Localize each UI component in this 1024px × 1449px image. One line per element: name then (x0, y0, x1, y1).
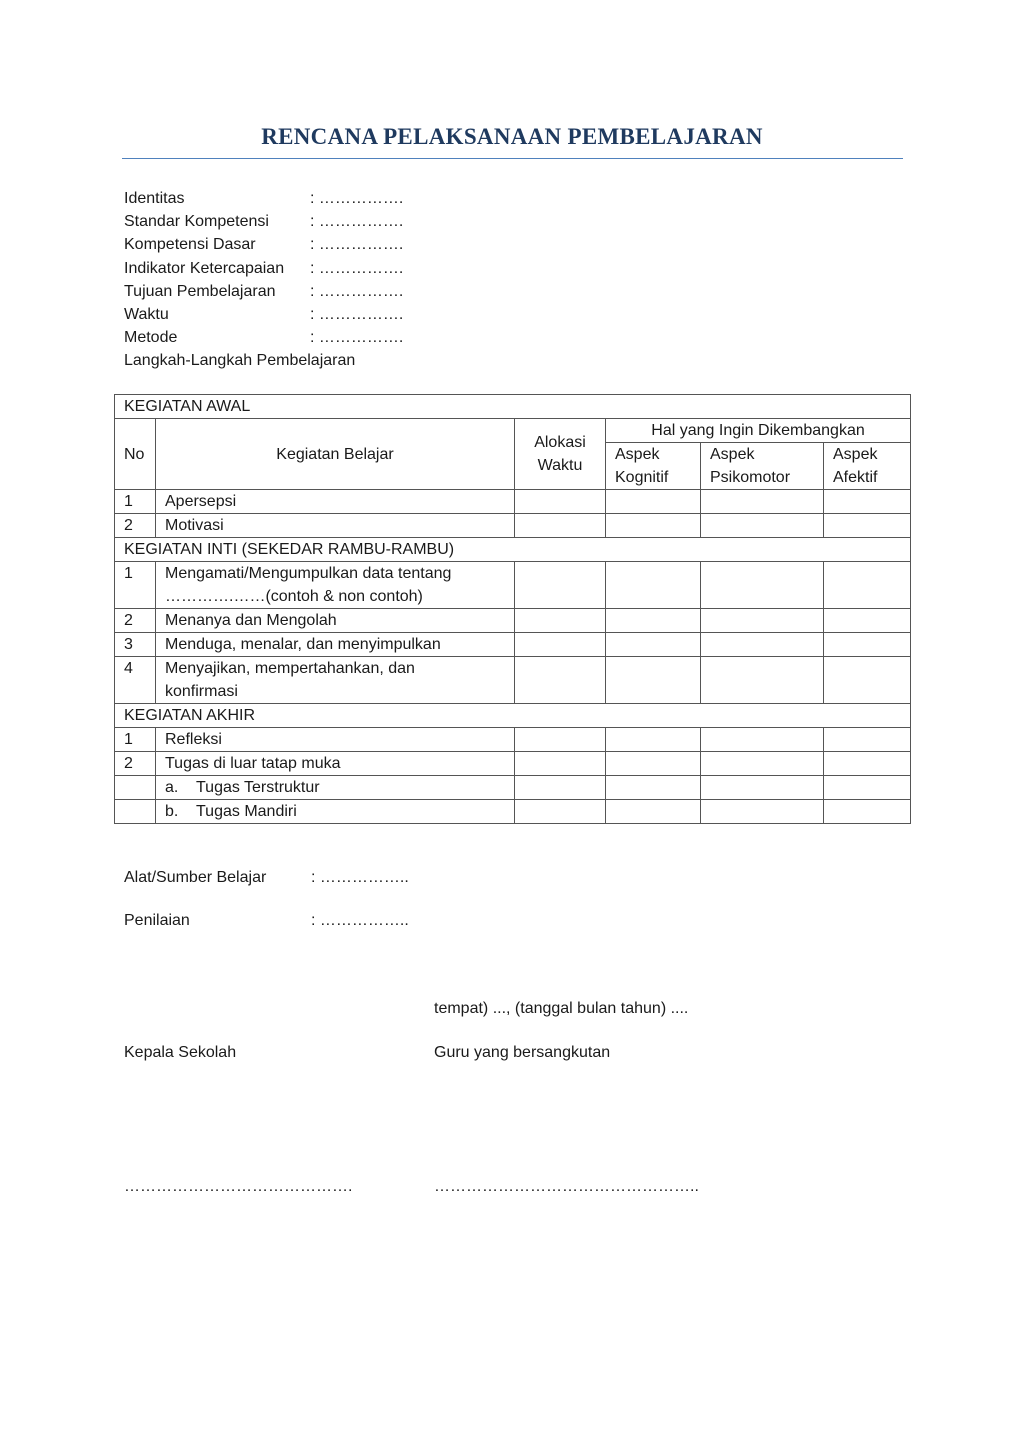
identity-label: Standar Kompetensi (124, 213, 269, 231)
row-no: 1 (115, 490, 156, 514)
row-activity-line2: ………….……(contoh & non contoh) (165, 588, 423, 605)
header-allocation-line2: Waktu (537, 457, 583, 474)
empty-cell (824, 490, 911, 514)
empty-cell (701, 800, 824, 824)
row-activity (156, 657, 515, 704)
identity-label: Kompetensi Dasar (124, 236, 256, 254)
empty-cell (824, 752, 911, 776)
row-activity: Refleksi (156, 728, 515, 752)
row-no: 1 (115, 562, 156, 609)
table-row (115, 633, 911, 657)
sub-marker: a. (165, 779, 179, 796)
empty-cell (515, 609, 606, 633)
empty-cell (515, 562, 606, 609)
tools-line (124, 869, 409, 887)
header-develop: Hal yang Ingin Dikembangkan (606, 419, 911, 443)
section-label: KEGIATAN INTI (SEKEDAR RAMBU-RAMBU) (115, 538, 911, 562)
header-allocation (515, 419, 606, 490)
header-cognitive-line1: Aspek (615, 446, 660, 463)
empty-cell (515, 514, 606, 538)
empty-cell (824, 800, 911, 824)
empty-cell (606, 562, 701, 609)
identity-row (124, 187, 403, 210)
row-activity (156, 562, 515, 609)
section-row-akhir (115, 704, 911, 728)
empty-cell (606, 514, 701, 538)
identity-row (124, 280, 403, 303)
identity-value: : ……………. (310, 236, 404, 254)
header-cognitive-line2: Kognitif (615, 469, 669, 486)
empty-cell (515, 776, 606, 800)
table-row (115, 752, 911, 776)
row-activity: Motivasi (156, 514, 515, 538)
identity-row (124, 326, 403, 349)
empty-cell (515, 490, 606, 514)
identity-value: : ……………. (310, 282, 404, 300)
row-activity: Menanya dan Mengolah (156, 609, 515, 633)
empty-cell (115, 776, 156, 800)
row-activity: Menduga, menalar, dan menyimpulkan (156, 633, 515, 657)
empty-cell (701, 728, 824, 752)
empty-cell (701, 490, 824, 514)
row-no: 3 (115, 633, 156, 657)
title-underline (122, 158, 903, 159)
header-row (115, 419, 911, 443)
identity-row (124, 210, 403, 233)
section-label: KEGIATAN AWAL (115, 395, 911, 419)
header-affective-line2: Afektif (833, 469, 878, 486)
empty-cell (115, 800, 156, 824)
identity-value: : ……………. (310, 329, 404, 347)
row-activity-sub (156, 800, 515, 824)
identity-block (124, 187, 403, 373)
empty-cell (701, 514, 824, 538)
header-affective (824, 443, 911, 490)
identity-row (124, 303, 403, 326)
learning-activities-table (114, 394, 911, 824)
empty-cell (701, 562, 824, 609)
row-activity-line1: Menyajikan, mempertahankan, dan (165, 660, 415, 677)
identity-label: Waktu (124, 305, 169, 323)
identity-row (124, 257, 403, 280)
empty-cell (824, 609, 911, 633)
identity-label: Metode (124, 329, 178, 347)
table-row (115, 776, 911, 800)
header-affective-line1: Aspek (833, 446, 878, 463)
identity-value: : ……………. (310, 259, 404, 277)
section-row-awal (115, 395, 911, 419)
row-activity: Apersepsi (156, 490, 515, 514)
header-activity: Kegiatan Belajar (156, 419, 515, 490)
empty-cell (824, 514, 911, 538)
empty-cell (824, 657, 911, 704)
header-no: No (115, 419, 156, 490)
row-no: 1 (115, 728, 156, 752)
table-row (115, 514, 911, 538)
empty-cell (515, 752, 606, 776)
assessment-label: Penilaian (124, 912, 190, 929)
row-activity-line1: Mengamati/Mengumpulkan data tentang (165, 565, 452, 582)
identity-value: : ……………. (310, 305, 404, 323)
row-no: 4 (115, 657, 156, 704)
identity-value: : ……………. (310, 213, 404, 231)
sub-marker: b. (165, 803, 179, 820)
empty-cell (515, 657, 606, 704)
table-row (115, 800, 911, 824)
empty-cell (515, 728, 606, 752)
sub-text: Tugas Mandiri (196, 803, 297, 820)
empty-cell (824, 562, 911, 609)
assessment-value: : …………….. (311, 912, 409, 929)
steps-heading: Langkah-Langkah Pembelajaran (124, 352, 356, 370)
table-row (115, 562, 911, 609)
place-date: tempat) ..., (tanggal bulan tahun) .... (434, 1000, 689, 1017)
empty-cell (606, 728, 701, 752)
header-psychomotor (701, 443, 824, 490)
empty-cell (824, 728, 911, 752)
empty-cell (606, 490, 701, 514)
section-row-inti (115, 538, 911, 562)
identity-value: : ……………. (310, 190, 404, 207)
document-title: RENCANA PELAKSANAAN PEMBELAJARAN (261, 124, 763, 149)
empty-cell (606, 776, 701, 800)
empty-cell (701, 609, 824, 633)
empty-cell (824, 633, 911, 657)
row-activity-sub (156, 776, 515, 800)
sub-text: Tugas Terstruktur (196, 779, 320, 796)
empty-cell (515, 633, 606, 657)
identity-label: Indikator Ketercapaian (124, 259, 285, 277)
table-row (115, 490, 911, 514)
header-cognitive (606, 443, 701, 490)
row-activity: Tugas di luar tatap muka (156, 752, 515, 776)
empty-cell (606, 752, 701, 776)
header-allocation-line1: Alokasi (534, 434, 586, 451)
header-psychomotor-line2: Psikomotor (710, 469, 791, 486)
tools-value: : …………….. (311, 869, 409, 886)
empty-cell (701, 776, 824, 800)
empty-cell (701, 633, 824, 657)
table-row (115, 609, 911, 633)
table-row (115, 728, 911, 752)
empty-cell (824, 776, 911, 800)
row-no: 2 (115, 514, 156, 538)
table-row (115, 657, 911, 704)
identity-label: Tujuan Pembelajaran (124, 282, 276, 300)
empty-cell (701, 752, 824, 776)
section-label: KEGIATAN AKHIR (115, 704, 911, 728)
row-activity-line2: konfirmasi (165, 683, 238, 700)
principal-label: Kepala Sekolah (124, 1044, 237, 1061)
principal-signature-line: ……………………………………. (124, 1178, 353, 1195)
row-no: 2 (115, 609, 156, 633)
row-no: 2 (115, 752, 156, 776)
empty-cell (606, 633, 701, 657)
tools-label: Alat/Sumber Belajar (124, 869, 267, 886)
teacher-signature-line: ………………………………………….. (434, 1178, 699, 1195)
identity-label: Identitas (124, 190, 185, 207)
empty-cell (606, 609, 701, 633)
assessment-line (124, 912, 409, 930)
identity-row (124, 233, 403, 256)
empty-cell (515, 800, 606, 824)
empty-cell (606, 657, 701, 704)
empty-cell (701, 657, 824, 704)
teacher-label: Guru yang bersangkutan (434, 1044, 611, 1061)
header-psychomotor-line1: Aspek (710, 446, 755, 463)
empty-cell (606, 800, 701, 824)
